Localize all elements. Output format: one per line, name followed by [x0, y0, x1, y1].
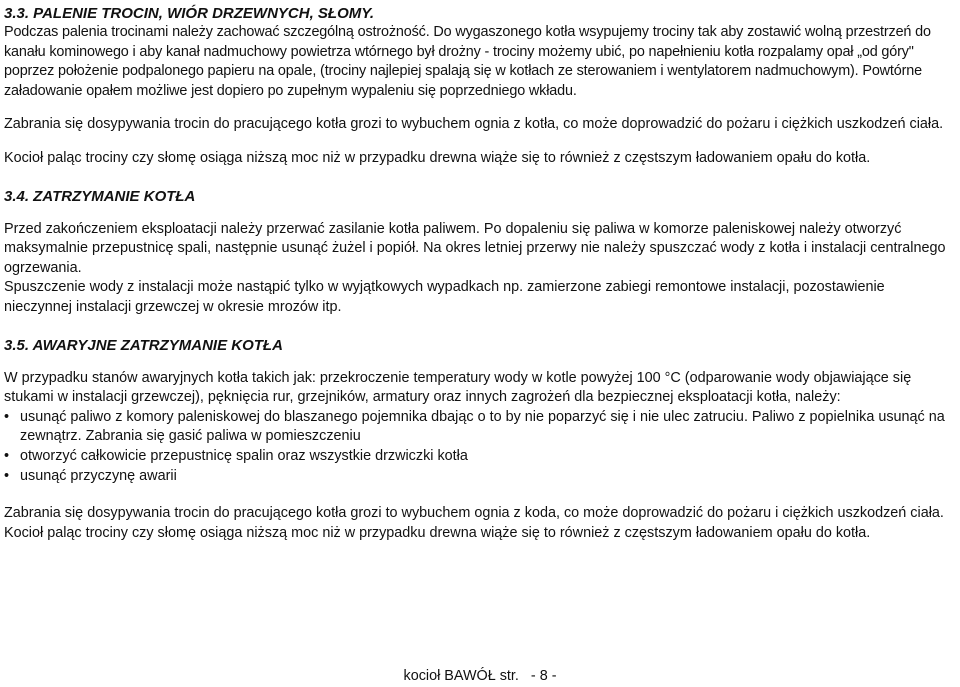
bullet-icon: •: [4, 408, 10, 425]
section-3-4-paragraph-1: Przed zakończeniem eksploatacji należy przerwać zasilanie kotła paliwem. Po dopaleniu się paliwa w komorze paleniskowej należy otworzyć maksymalnie przepustnicę spali, następnie usunąć żużel i popiół. Na okres letniej przerwy nie należy spuszczać wody z kotła i instalacji centralnego ogrzewania.: [4, 220, 946, 276]
document-page: [4, 4, 954, 543]
bullet-icon: •: [4, 447, 10, 464]
section-3-5-heading: 3.5. AWARYJNE ZATRZYMANIE KOTŁA: [4, 336, 283, 354]
list-item-text: usunąć przyczynę awarii: [20, 467, 177, 484]
list-item: [4, 467, 954, 487]
section-3-5-intro: W przypadku stanów awaryjnych kotła takich jak: przekroczenie temperatury wody w kotle powyżej 100 °C (odparowanie wody objawiające się stukami w instalacji grzewczej), pęknięcia rur, grzejników, armatury oraz innych zagrożeń dla bezpiecznej eksploatacji kotła, należy:: [4, 369, 912, 406]
footer-text: kocioł BAWÓŁ str. - 8 -: [403, 668, 557, 684]
section-3-3-heading: 3.3. PALENIE TROCIN, WIÓR DRZEWNYCH, SŁOMY.: [4, 5, 375, 22]
page-footer: [0, 667, 960, 685]
list-item-text: usunąć paliwo z komory paleniskowej do blaszanego pojemnika dbając o to by nie poparzyć się i nie ulec zatruciu. Paliwo z popielnika usunąć na zewnątrz. Zabrania się gasić paliwa w pomieszczeniu: [20, 408, 945, 445]
section-3-4-heading: 3.4. ZATRZYMANIE KOTŁA: [4, 187, 196, 205]
list-item: [4, 408, 954, 447]
bullet-list: [4, 408, 954, 486]
bullet-icon: •: [4, 467, 10, 484]
section-3-3-paragraph-2: Zabrania się dosypywania trocin do pracującego kotła grozi to wybuchem ognia z kotła, co może doprowadzić do pożaru i ciężkich uszkodzeń ciała.: [4, 116, 944, 133]
list-item: [4, 447, 954, 467]
section-3-5-paragraph-3: Kocioł paląc trociny czy słomę osiąga niższą moc niż w przypadku drewna wiąże się to również z częstszym ładowaniem opału do kotła.: [4, 524, 871, 541]
list-item-text: otworzyć całkowicie przepustnicę spalin oraz wszystkie drzwiczki kotła: [20, 447, 468, 464]
section-3-3-paragraph-3: Kocioł paląc trociny czy słomę osiąga niższą moc niż w przypadku drewna wiąże się to również z częstszym ładowaniem opału do kotła.: [4, 149, 871, 166]
section-3-3-paragraph-1: Podczas palenia trocinami należy zachować szczególną ostrożność. Do wygaszonego kotła wsypujemy trociny tak aby zostawić wolną przestrzeń do kanału kominowego i aby kanał nadmuchowy powietrza wtórnego był drożny - trociny możemy ubić, po napełnieniu kotła rozpalamy opał „od góry" poprzez położenie podpalonego papieru na opale, (trociny najlepiej spalają się w kotłach ze sterowaniem i wentylatorem nadmuchowym). Powtórne załadowanie opałem możliwe jest dopiero po zupełnym wypaleniu się poprzedniego wkładu.: [4, 24, 931, 99]
section-3-4-paragraph-2: Spuszczenie wody z instalacji może nastąpić tylko w wyjątkowych wypadkach np. zamierzone zabiegi remontowe instalacji, pozostawienie nieczynnej instalacji grzewczej w okresie mrozów itp.: [4, 279, 885, 315]
section-3-5-paragraph-2: Zabrania się dosypywania trocin do pracującego kotła grozi to wybuchem ognia z koda, co może doprowadzić do pożaru i ciężkich uszkodzeń ciała.: [4, 505, 944, 522]
